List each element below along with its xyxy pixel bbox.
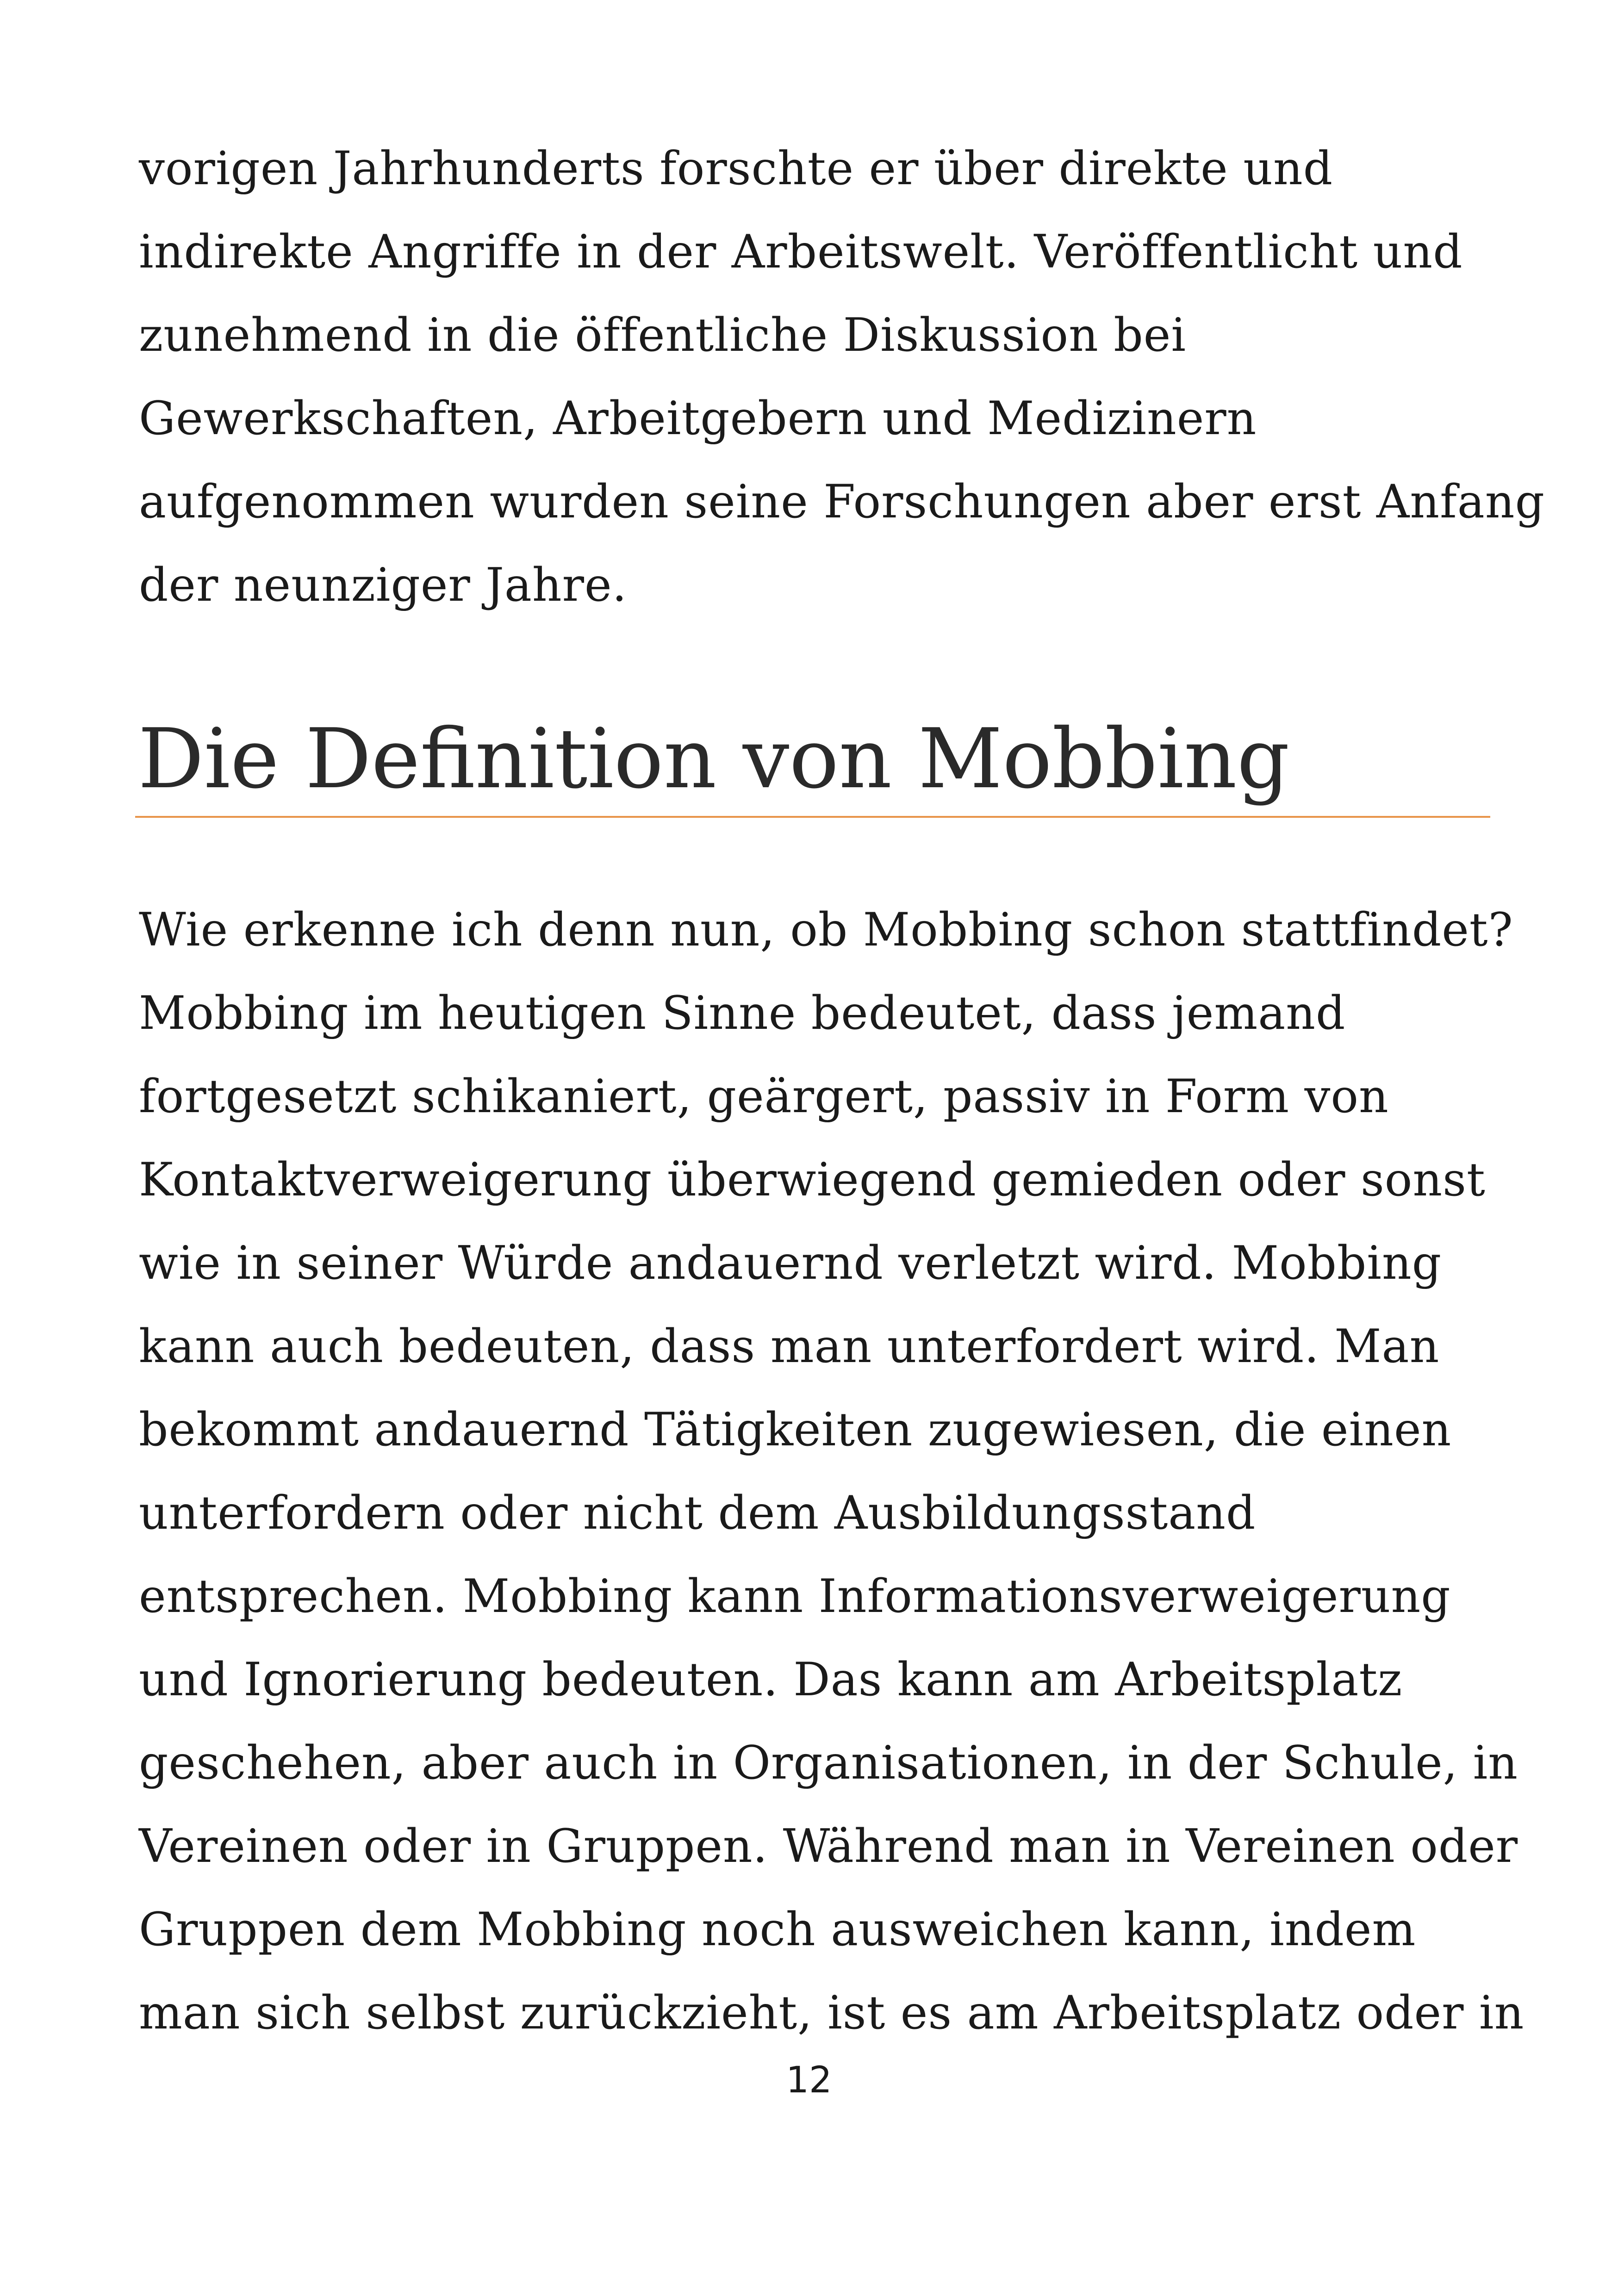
text-line: bekommt andauernd Tätigkeiten zugewiesen, die einen — [139, 1403, 1452, 1456]
text-line: unterfordern oder nicht dem Ausbildungsstand — [139, 1487, 1256, 1540]
text-line: fortgesetzt schikaniert, geärgert, passiv in Form von — [139, 1070, 1389, 1123]
text-line: wie in seiner Würde andauernd verletzt wird. Mobbing — [139, 1237, 1442, 1290]
text-line: vorigen Jahrhunderts forschte er über direkte und — [139, 142, 1333, 195]
text-line: kann auch bedeuten, dass man unterfordert wird. Man — [139, 1320, 1440, 1373]
text-line: Gewerkschaften, Arbeitgebern und Medizinern — [139, 392, 1257, 445]
body-paragraph-1 — [139, 127, 1545, 627]
text-line: Mobbing im heutigen Sinne bedeutet, dass jemand — [139, 987, 1346, 1040]
text-line: man sich selbst zurückzieht, ist es am Arbeitsplatz oder in — [139, 1986, 1525, 2040]
section-heading: Die Definition von Mobbing — [138, 711, 1290, 807]
body-paragraph-2 — [139, 889, 1527, 2055]
text-line: Gruppen dem Mobbing noch ausweichen kann, indem — [139, 1903, 1416, 1956]
text-line: Kontaktverweigerung überwiegend gemieden oder sonst — [139, 1153, 1486, 1207]
text-line: der neunziger Jahre. — [139, 559, 628, 612]
text-line: geschehen, aber auch in Organisationen, in der Schule, in — [139, 1736, 1518, 1790]
text-line: Wie erkenne ich denn nun, ob Mobbing schon stattfindet? — [139, 903, 1513, 957]
text-line: indirekte Angriffe in der Arbeitswelt. Veröffentlicht und — [139, 225, 1463, 279]
text-line: und Ignorierung bedeuten. Das kann am Arbeitsplatz — [139, 1653, 1403, 1706]
text-line: zunehmend in die öffentliche Diskussion bei — [139, 309, 1187, 362]
text-line: entsprechen. Mobbing kann Informationsverweigerung — [139, 1570, 1451, 1623]
heading-underline — [135, 816, 1490, 818]
page-number: 12 — [786, 2060, 832, 2101]
text-line: aufgenommen wurden seine Forschungen aber erst Anfang — [139, 475, 1545, 529]
text-line: Vereinen oder in Gruppen. Während man in Vereinen oder — [139, 1820, 1518, 1873]
